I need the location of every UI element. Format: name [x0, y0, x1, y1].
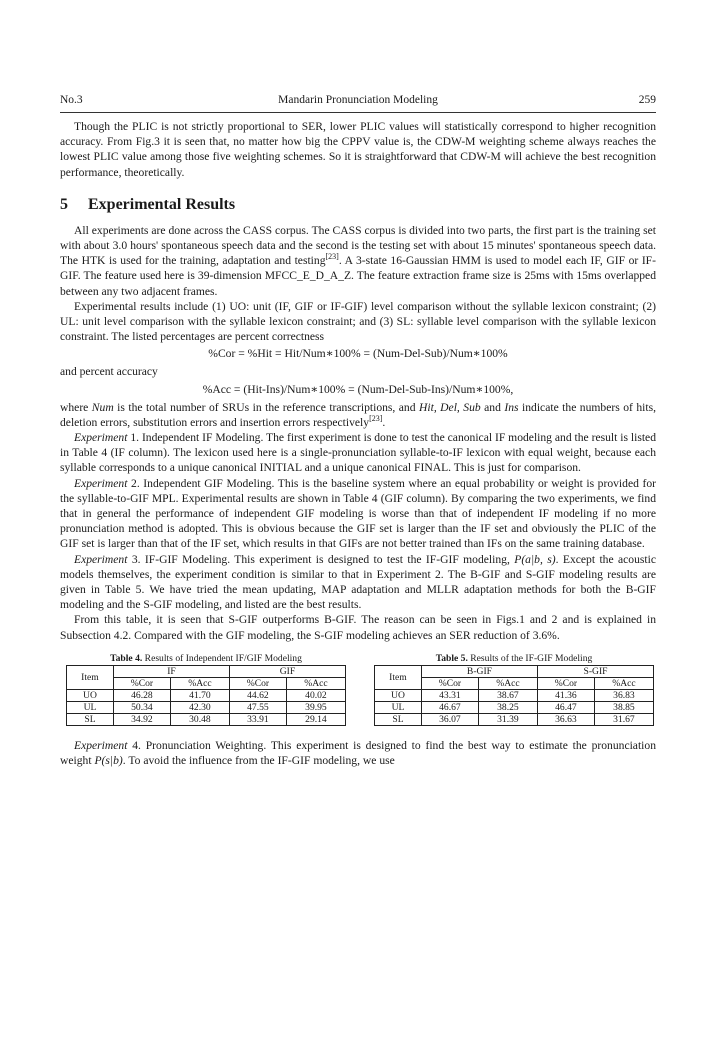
- table-label: Table 5.: [435, 652, 468, 664]
- subheader-cell: %Cor: [229, 677, 286, 689]
- table-cell: 36.63: [537, 713, 594, 725]
- paper-page: [60, 94, 656, 768]
- section-title: Experimental Results: [88, 195, 236, 213]
- table-cell: 46.47: [537, 701, 594, 713]
- table-row: [375, 701, 654, 713]
- def-text: where: [60, 400, 92, 414]
- table-5: [374, 653, 654, 726]
- math-expression: P(s|b): [94, 754, 123, 768]
- subheader-cell: %Cor: [113, 677, 170, 689]
- table-caption-text: Results of Independent IF/GIF Modeling: [142, 652, 302, 664]
- table-cell: 34.92: [113, 713, 170, 725]
- setup-text: All experiments are done across the CASS corpus. The CASS corpus is divided into two parts, the first part is the training set with about 3.0 hours' spontaneous speech data and the second is the testing set with about 15 minutes' spontaneous speech data. The HTK is used for the training, adaptation and testing: [60, 223, 656, 268]
- intro-paragraph: Though the PLIC is not strictly proportional to SER, lower PLIC values will statistically correspond to higher recognition accuracy. From Fig.3 it is seen that, no matter how big the CPPV value is, the CDW-M weighting scheme always reaches the lowest PLIC value among those five weighting schemes. So it is straightforward that CDW-M will achieve the best recognition performance, theoretically.: [60, 120, 656, 179]
- table-cell: 38.85: [594, 701, 653, 713]
- table-cell: SL: [67, 713, 114, 725]
- def-text: and: [480, 400, 505, 414]
- equation-correctness: %Cor = %Hit = Hit/Num∗100% = (Num-Del-Sub)/Num∗100%: [208, 347, 508, 361]
- experiment-text: 4. Pronunciation Weighting. This experiment is designed to find the best way to estimate the pronunciation weight: [60, 738, 656, 768]
- definitions-paragraph: [60, 400, 656, 430]
- table-cell: 33.91: [229, 713, 286, 725]
- table-cell: 39.95: [286, 701, 345, 713]
- group-header: S-GIF: [537, 665, 653, 677]
- table-cell: 31.39: [478, 713, 537, 725]
- table-cell: UO: [67, 689, 114, 701]
- section-number: 5: [60, 195, 68, 213]
- equation-accuracy: %Acc = (Hit-Ins)/Num∗100% = (Num-Del-Sub-Ins)/Num∗100%,: [202, 382, 514, 396]
- item-header: Item: [67, 665, 114, 689]
- setup-paragraph: [60, 223, 656, 299]
- table-cell: 47.55: [229, 701, 286, 713]
- group-header: GIF: [229, 665, 345, 677]
- table-header-row: [375, 665, 654, 677]
- subheader-cell: %Acc: [286, 677, 345, 689]
- table-cell: 46.67: [421, 701, 478, 713]
- citation: [23]: [325, 252, 339, 262]
- def-text: .: [382, 415, 386, 429]
- running-header: [60, 94, 656, 113]
- running-title: Mandarin Pronunciation Modeling: [278, 94, 438, 106]
- results-table: [374, 665, 654, 726]
- experiment-3-paragraph: [60, 552, 656, 613]
- table-row: [67, 701, 346, 713]
- table-cell: 31.67: [594, 713, 653, 725]
- experiment-label: Experiment: [74, 738, 128, 752]
- group-header: IF: [113, 665, 229, 677]
- tables-row: [66, 653, 654, 726]
- comparison-paragraph: From this table, it is seen that S-GIF outperforms B-GIF. The reason can be seen in Figs.1 and 2 and is explained in Subsection 4.2. Compared with the GIF modeling, the S-GIF modeling achieves an SER reduction of 3.6%.: [60, 613, 656, 642]
- table-4: [66, 653, 346, 726]
- results-table: [66, 665, 346, 726]
- table-row: [375, 689, 654, 701]
- def-text: indicate the numbers of hits, deletion errors, substitution errors and insertion errors respectively: [60, 400, 656, 429]
- experiment-text: . Except the acoustic models themselves, the experiment condition is similar to that in Experiment 2. The B-GIF and S-GIF modeling results are given in Table 5. We have tried the mean updating, MAP adaptation and MLLR adaptation methods for both the B-GIF modeling and the S-GIF modeling, and listed are the best results.: [60, 552, 656, 612]
- table-cell: 44.62: [229, 689, 286, 701]
- item-header: Item: [375, 665, 422, 689]
- table-caption: [66, 653, 346, 664]
- table-caption: [374, 653, 654, 664]
- subheader-cell: %Cor: [421, 677, 478, 689]
- experiment-4-paragraph: [60, 738, 656, 768]
- table-cell: 42.30: [170, 701, 229, 713]
- var-hit-del-sub: Hit, Del, Sub: [419, 400, 481, 414]
- table-cell: UL: [375, 701, 422, 713]
- experiment-text: . To avoid the influence from the IF-GIF modeling, we use: [122, 754, 395, 768]
- subheader-cell: %Acc: [170, 677, 229, 689]
- accuracy-lead: and percent accuracy: [60, 365, 158, 379]
- table-cell: UO: [375, 689, 422, 701]
- var-num: Num: [91, 400, 114, 414]
- def-text: is the total number of SRUs in the reference transcriptions, and: [113, 400, 419, 414]
- journal-issue: No.3: [60, 94, 83, 106]
- experiment-text: 2. Independent GIF Modeling. This is the baseline system where an equal probability or weight is provided for the syllable-to-GIF MPL. Experimental results are shown in Table 4 (GIF column). By comparing the two experiments, we find that in general the performance of independent GIF modeling is worse than that of independent IF modeling if no more pronunciation method is adopted. This is obvious because the GIF set is larger than the IF set and obviously the PLIC of the GIF set is larger than that of the IF set, which results in that GIFs are not better trained than IFs on the same training database.: [60, 476, 656, 551]
- table-cell: 38.25: [478, 701, 537, 713]
- math-expression: P(a|b, s): [514, 552, 556, 566]
- table-label: Table 4.: [110, 652, 143, 664]
- subheader-cell: %Cor: [537, 677, 594, 689]
- table-row: [375, 713, 654, 725]
- table-cell: 38.67: [478, 689, 537, 701]
- experiment-2-paragraph: [60, 476, 656, 552]
- table-cell: 30.48: [170, 713, 229, 725]
- subheader-cell: %Acc: [478, 677, 537, 689]
- table-row: [67, 689, 346, 701]
- subheader-cell: %Acc: [594, 677, 653, 689]
- citation: [23]: [369, 413, 383, 423]
- table-cell: 36.07: [421, 713, 478, 725]
- experiment-label: Experiment: [74, 552, 128, 566]
- table-cell: 36.83: [594, 689, 653, 701]
- table-header-row: [67, 665, 346, 677]
- experiment-text: 3. IF-GIF Modeling. This experiment is designed to test the IF-GIF modeling,: [127, 552, 515, 566]
- section-heading: [60, 196, 656, 214]
- var-ins: Ins: [504, 400, 519, 414]
- table-cell: 40.02: [286, 689, 345, 701]
- experiment-label: Experiment: [74, 431, 128, 445]
- table-cell: 46.28: [113, 689, 170, 701]
- experiment-label: Experiment: [74, 476, 128, 490]
- table-cell: UL: [67, 701, 114, 713]
- experiment-1-paragraph: [60, 430, 656, 476]
- table-cell: 50.34: [113, 701, 170, 713]
- table-cell: 41.36: [537, 689, 594, 701]
- setup-text-cont: . A 3-state 16-Gaussian HMM is used to model each IF, GIF or IF-GIF. The feature used here is 39-dimension MFCC_E_D_A_Z. The feature extraction frame size is 25ms with 15ms overlapped between any two adjacent frames.: [60, 254, 656, 298]
- table-cell: 29.14: [286, 713, 345, 725]
- table-row: [67, 713, 346, 725]
- results-intro-paragraph: Experimental results include (1) UO: unit (IF, GIF or IF-GIF) level comparison without the syllable lexicon constraint; (2) UL: unit level comparison with the syllable lexicon constraint; and (3) SL: syllable level comparison with the syllable lexicon constraint. The listed percentages are percent correctness: [60, 299, 656, 344]
- table-caption-text: Results of the IF-GIF Modeling: [467, 652, 593, 664]
- page-number: 259: [638, 94, 656, 106]
- table-cell: 41.70: [170, 689, 229, 701]
- group-header: B-GIF: [421, 665, 537, 677]
- experiment-text: 1. Independent IF Modeling. The first experiment is done to test the canonical IF modeling and the result is listed in Table 4 (IF column). The lexicon used here is a single-pronunciation syllable-to-IF lexicon with equal weight, because each syllable corresponds to a unique canonical INITIAL and a unique canonical FINAL. This is just for comparison.: [60, 431, 656, 475]
- table-cell: 43.31: [421, 689, 478, 701]
- table-cell: SL: [375, 713, 422, 725]
